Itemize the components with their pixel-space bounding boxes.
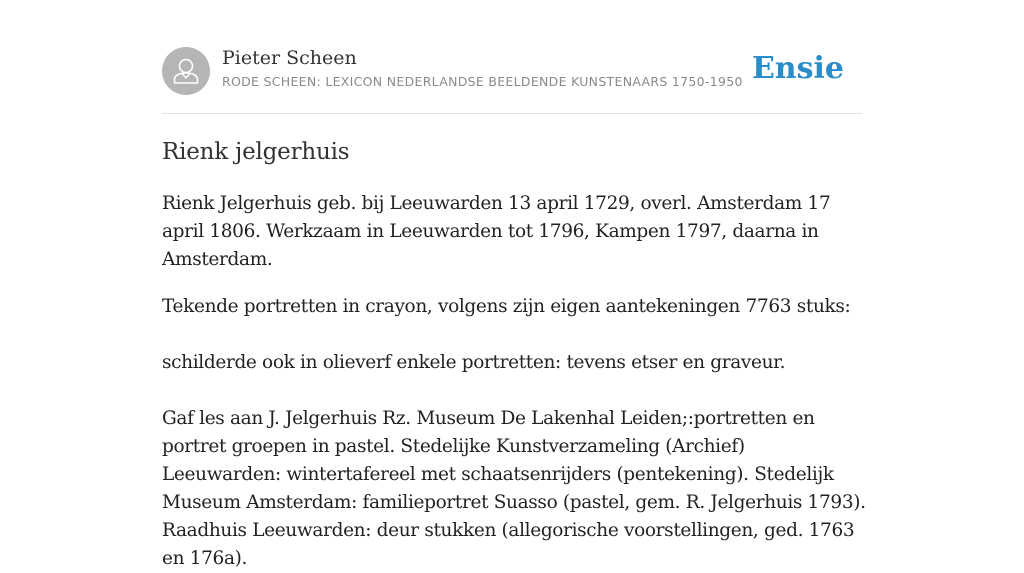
author-name[interactable]: Pieter Scheen: [222, 47, 357, 69]
article-paragraph: Gaf les aan J. Jelgerhuis Rz. Museum De Lakenhal Leiden;:portretten en portret groepen in pastel. Stedelijke Kunstverzameling (Archief) Leeuwarden: wintertafereel met schaatsenrijders (pentekening). Stedelijk Museum Amsterdam: familieportret Suasso (pastel, gem. R. Jelgerhuis 1793). Raadhuis Leeuwarden: deur stukken (allegorische voorstellingen, ged. 1763 en 176a).: [162, 408, 866, 569]
source-title[interactable]: RODE SCHEEN: LEXICON NEDERLANDSE BEELDENDE KUNSTENAARS 1750-1950: [222, 74, 743, 89]
ensie-logo[interactable]: Ensie: [751, 51, 844, 86]
article-paragraph: Rienk Jelgerhuis geb. bij Leeuwarden 13 april 1729, overl. Amsterdam 17 april 1806. Werkzaam in Leeuwarden tot 1796, Kampen 1797, daarna in Amsterdam.: [162, 193, 831, 270]
article-body: [162, 136, 868, 573]
article-paragraph: schilderde ook in olieverf enkele portretten: tevens etser en graveur.: [162, 352, 786, 373]
article-title: Rienk jelgerhuis: [162, 139, 350, 165]
person-icon: [162, 47, 210, 95]
article-paragraph: Tekende portretten in crayon, volgens zijn eigen aantekeningen 7763 stuks:: [162, 296, 851, 317]
article-header: [162, 46, 862, 96]
header-divider: [162, 113, 862, 114]
author-avatar[interactable]: [162, 47, 210, 95]
